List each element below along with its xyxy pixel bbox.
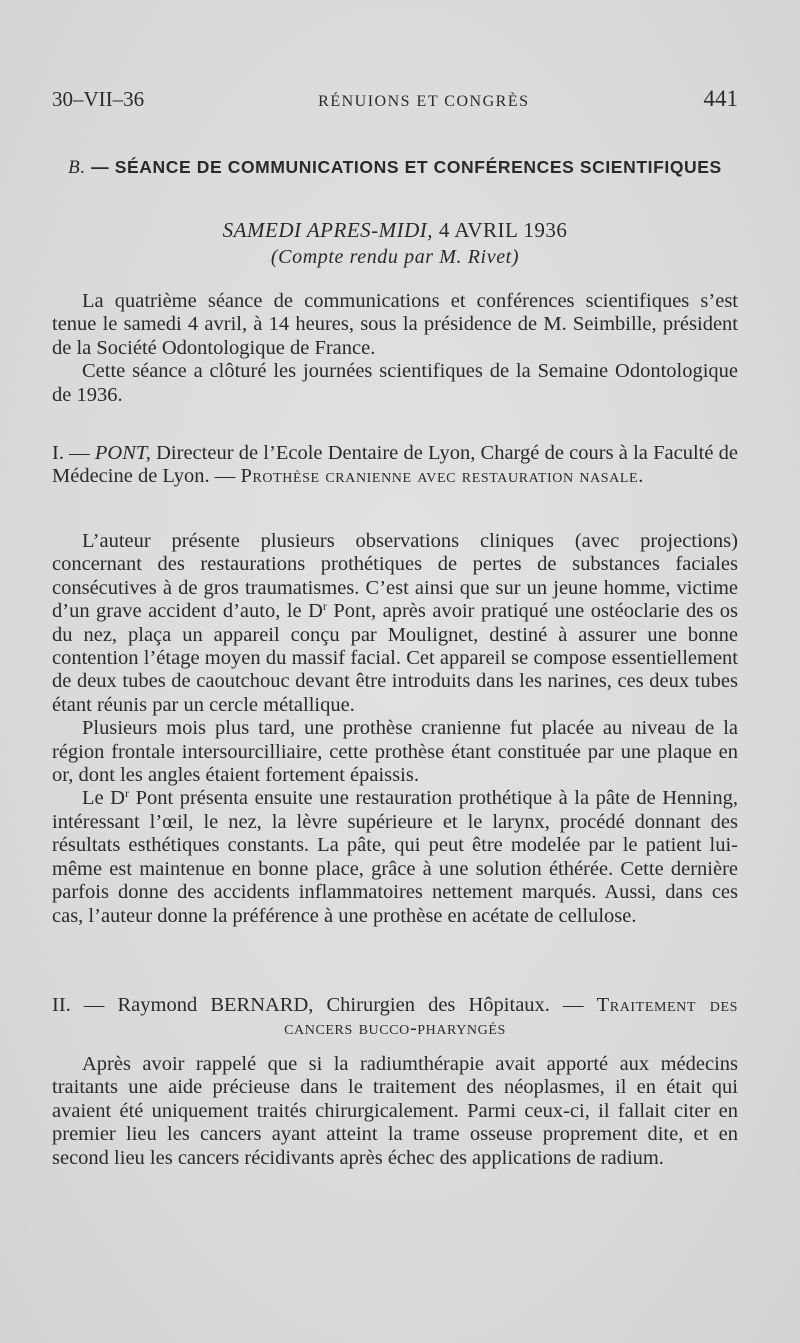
intro-paragraph-2: Cette séance a clôturé les journées scientifiques de la Semaine Odontologique de 1936. — [52, 360, 738, 406]
communication-2-number: II. — — [52, 994, 118, 1016]
communication-1-author: PONT, — [94, 442, 151, 464]
intro-block — [52, 290, 738, 407]
communication-2-author: Raymond BERNARD, — [117, 994, 314, 1016]
header-section-title: RÉNUIONS ET CONGRÈS — [318, 93, 530, 110]
session-date — [52, 218, 738, 243]
communication-2-title: Traitement des cancers bucco-pharyngés — [284, 994, 738, 1040]
communication-1-affiliation: Directeur de l’Ecole Dentaire de Lyon, Chargé de cours à la Faculté de Médecine de Lyon. — — [52, 442, 738, 488]
communication-1-number: I. — — [52, 442, 95, 464]
communication-1-paragraph-2: Plusieurs mois plus tard, une prothèse cranienne fut placée au niveau de la région frontale intersourcilliaire, cette prothèse étant constituée par une plaque en or, dont les angles étaient fortement épaissis. — [52, 717, 738, 787]
page-number: 441 — [703, 86, 738, 111]
communication-2-affiliation: Chirurgien des Hôpitaux. — — [313, 994, 597, 1016]
text-run: Pont, après avoir pratiqué une ostéoclarie des os du nez, plaça un appareil conçu par Moulignet, destiné à assurer une bonne contention l’étage moyen du massif facial. Cet appareil se compose essentiellement de deux tubes de caoutchouc devant être introduits dans les narines, ces deux tubes étant réunis par un cercle métallique. — [52, 600, 739, 716]
section-heading: SÉANCE DE COMMUNICATIONS ET CONFÉRENCES SCIENTIFIQUES — [114, 157, 722, 177]
section-title — [52, 156, 738, 179]
intro-paragraph-1: La quatrième séance de communications et conférences scientifiques s’est tenue le samedi 4 avril, à 14 heures, sous la présidence de M. Seimbille, président de la Société Odontologique de France. — [52, 290, 738, 359]
communication-1-paragraph-3 — [52, 787, 738, 927]
report-credit: (Compte rendu par M. Rivet) — [270, 246, 520, 268]
communication-1-body — [52, 530, 738, 928]
section-letter: B. — [68, 157, 86, 178]
communication-2 — [52, 994, 738, 1041]
section-dash: — — [85, 157, 115, 177]
communication-1-paragraph-1 — [52, 530, 738, 717]
text-run: L’auteur présente plusieurs observations cliniques (avec projections) concernant des restaurations prothétiques de pertes de substances faciales consécutives à de gros traumatismes. C’est ainsi que sur un jeune homme, victime d’un grave accident d’auto, le D — [52, 530, 738, 623]
superscript: r — [125, 786, 129, 801]
communication-1 — [52, 442, 738, 489]
superscript: r — [322, 599, 327, 614]
communication-1-title: Prothèse cranienne avec restauration nasale. — [240, 465, 644, 488]
running-header — [52, 86, 738, 112]
communication-1-heading — [52, 442, 738, 489]
communication-2-body — [52, 1053, 738, 1170]
session-day: SAMEDI APRES-MIDI, — [222, 218, 434, 242]
header-date: 30–VII–36 — [52, 87, 145, 111]
session-date-value: 4 AVRIL 1936 — [433, 218, 568, 242]
text-run: Le D — [82, 787, 125, 810]
communication-2-heading — [52, 994, 738, 1041]
communication-2-paragraph-1: Après avoir rappelé que si la radiumthérapie avait apporté aux médecins traitants une aide précieuse dans le traitement des néoplasmes, il en était qui avaient été uniquement traités chirurgicalement. Parmi ceux-ci, il fallait citer en premier lieu les cancers ayant atteint la trame osseuse proprement dite, et en second lieu les cancers récidivants après échec des applications de radium. — [52, 1053, 738, 1169]
text-run: Pont présenta ensuite une restauration prothétique à la pâte de Henning, intéressant l’œil, le nez, la lèvre supérieure et le larynx, procédé donnant des résultats esthétiques constants. La pâte, qui peut être modelée par le patient lui-même est maintenue en bonne place, grâce à une solution éthérée. Cette dernière parfois donne des accidents inflammatoires nettement marqués. Aussi, dans ces cas, l’auteur donne la préférence à une prothèse en acétate de cellulose. — [52, 787, 738, 927]
